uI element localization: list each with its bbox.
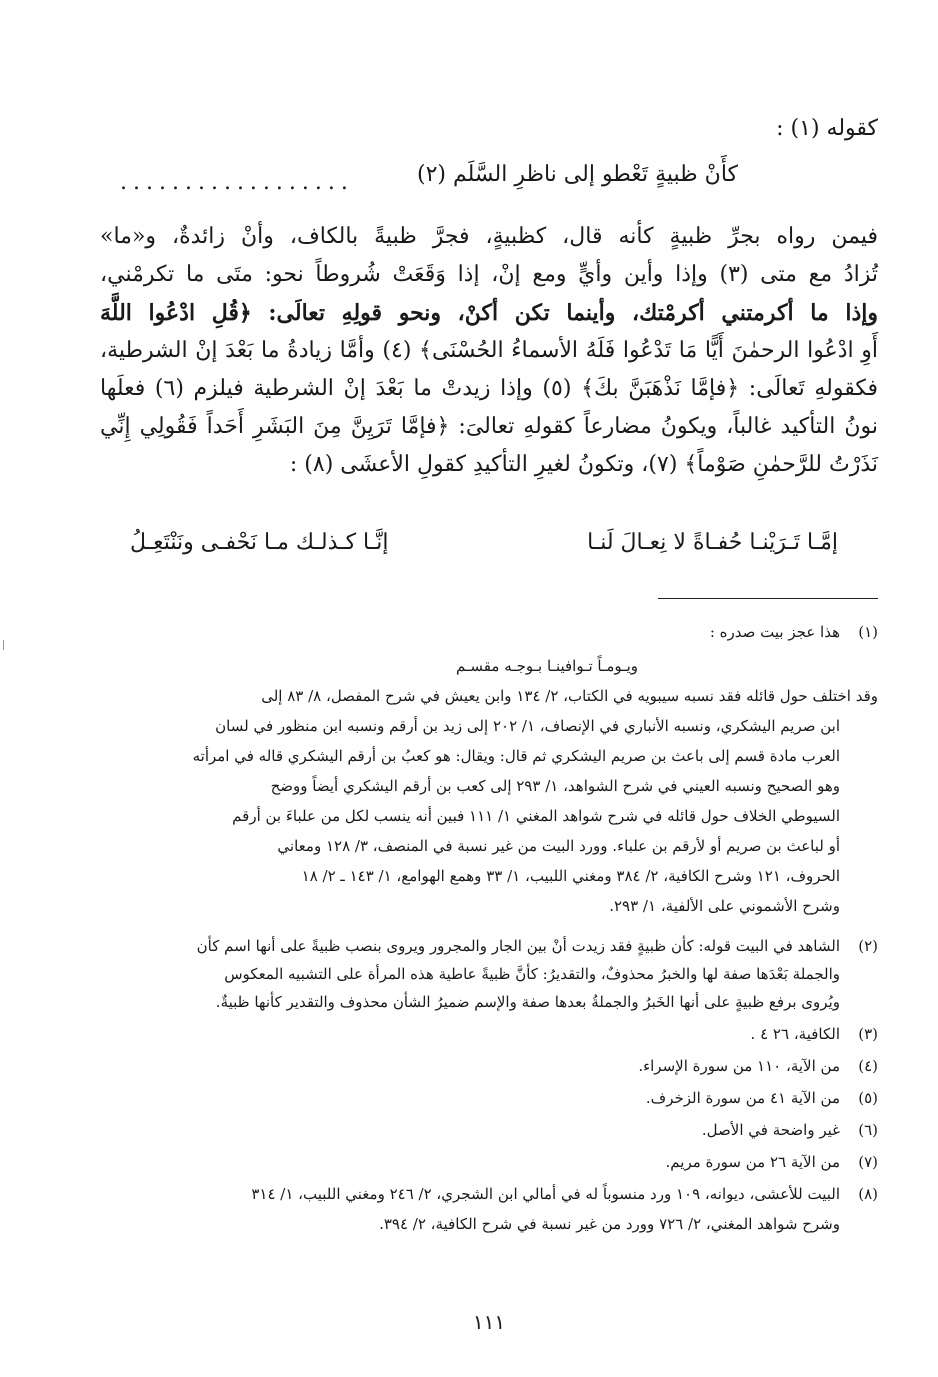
footnote-1-line: وقد اختلف حول قائله فقد نسبه سيبويه في الكتاب، ٢/ ١٣٤ وابن يعيش في شرح المفصل، ٨/ ٨٣ إلى xyxy=(261,687,878,705)
footnote-1-line: الحروف، ١٢١ وشرح الكافية، ٢/ ٣٨٤ ومغني اللبيب، ١/ ٣٣ وهمع الهوامع، ١/ ١٤٣ ـ ٢/ ١٨ xyxy=(301,867,840,885)
footnote-6 xyxy=(100,1118,878,1142)
footnote-3-text: الكافية، ٢٦ ٤ . xyxy=(750,1025,840,1043)
footnote-8-first xyxy=(100,1182,878,1206)
footnote-7-number: (٧) xyxy=(858,1153,878,1171)
footnote-3 xyxy=(100,1022,878,1046)
margin-tick xyxy=(3,640,4,650)
footnote-7 xyxy=(100,1150,878,1174)
footnote-5 xyxy=(100,1086,878,1110)
main-line-9: نَذَرْتُ للرَّحمٰنِ صَوْماً﴾ (٧)، وتكونُ لغيرِ التأكيدِ كقولِ الأعشَى (٨) : xyxy=(289,452,878,477)
footnote-5-number: (٥) xyxy=(858,1089,878,1107)
footnote-separator xyxy=(658,598,878,599)
footnote-8-number: (٨) xyxy=(858,1185,878,1203)
footnote-6-number: (٦) xyxy=(858,1121,878,1139)
footnote-1-intro: هذا عجز بيت صدره : xyxy=(709,623,840,641)
main-line-5: وإذا ما أكرمتني أكرمْتك، وأينما تكن أكنْ، ونحو قولِهِ تعالَى: ﴿قُلِ ادْعُوا اللَّهَ xyxy=(100,300,878,326)
main-line-8: نونُ التأكيد غالباً، ويكونُ مضارعاً كقولهِ تعالىَ: ﴿فإمَّا تَرَيِنَّ مِنَ البَشَرِ أَحَداً فَقُولِي إِنِّي xyxy=(100,414,878,439)
verse-hemistich-2: إنَّـا كـذلـك مـا نَحْفـى ونَنْتَعِـلُ xyxy=(130,530,389,555)
footnote-4 xyxy=(100,1054,878,1078)
footnote-1-line: أو لباعث بن صريم أو لأرقم بن علباء. وورد البيت من غير نسبة في المنصف، ٣/ ١٢٨ ومعاني xyxy=(277,837,840,855)
footnote-1-verse: ويـومـاً تـوافينـا بـوجـه مقسـم xyxy=(456,657,638,675)
footnote-2-line: الشاهد في البيت قوله: كأن ظبيةٍ فقد زيدت أنْ بين الجار والمجرور ويروى بنصب ظبيةً على أنها اسم كأن xyxy=(196,937,840,955)
footnote-6-text: غير واضحة في الأصل. xyxy=(701,1121,840,1139)
main-line-7: فكقولهِ تَعالَى: ﴿فإمَّا نَذْهَبَنَّ بكَ﴾ (٥) وإذا زيدتْ ما بَعْدَ إنْ الشرطية فيلزم (٦) فعلَها xyxy=(100,376,878,401)
footnote-1-line: العرب مادة قسم إلى باعث بن صريم اليشكري ثم قال: ويقال: هو كعبُ بن أرقم اليشكري قاله في امرأته xyxy=(192,747,840,765)
footnote-1-line: ابن صريم اليشكري، ونسبه الأنباري في الإنصاف، ١/ ٢٠٢ إلى زيد بن أرقم ونسبه ابن منظور في لسان xyxy=(215,717,840,735)
footnote-1-first xyxy=(100,620,878,644)
main-line-3: فيمن رواه بجرِّ ظبيةٍ كأنه قال، كظبيةٍ، فجرَّ ظبيةً بالكاف، وأنْ زائدةٌ، و«ما» xyxy=(100,224,878,249)
footnote-2-line: ويُروى برفع ظبيةٍ على أنها الخَبرُ والجملةُ بعدها صفة والإسم ضميرُ الشأن محذوف والتقدير كأنها ظبيةٌ. xyxy=(215,993,840,1011)
footnote-4-text: من الآية، ١١٠ من سورة الإسراء. xyxy=(638,1057,840,1075)
footnote-5-text: من الآية ٤١ من سورة الزخرف. xyxy=(645,1089,840,1107)
main-line-1: كقوله (١) : xyxy=(776,116,878,141)
footnote-2-first xyxy=(100,934,878,958)
footnote-1-number: (١) xyxy=(858,623,878,641)
page-number: ١١١ xyxy=(472,1310,506,1334)
verse-ellipsis: .................. xyxy=(120,170,354,195)
footnote-7-text: من الآية ٢٦ من سورة مريم. xyxy=(665,1153,840,1171)
verse-fragment: كأَنْ ظبيةٍ تَعْطو إلى ناظرِ السَّلَم (٢) xyxy=(416,162,738,187)
footnote-8-line: البيت للأعشى، ديوانه، ١٠٩ ورد منسوباً له في أمالي ابن الشجري، ٢/ ٢٤٦ ومغني اللبيب، ١/ ٣١٤ xyxy=(251,1185,840,1203)
footnote-2-line: والجملة بَعْدَها صفة لها والخبرُ محذوفٌ، والتقديرُ: كأنَّ ظبيةً عاطية هذه المرأة على التشبيه المعكوس xyxy=(224,965,840,983)
footnote-2-number: (٢) xyxy=(858,937,878,955)
main-line-6: أَوِ ادْعُوا الرحمٰنَ أَيًّا مَا تَدْعُوا فَلَهُ الأسماءُ الحُسْنَى﴾ (٤) وأمَّا زيادةُ ما بَعْدَ إنْ الشرطية، xyxy=(100,338,878,363)
verse-hemistich-1: إمَّـا تَـرَيْنـا حُفـاةً لا نِعـالَ لَنـا xyxy=(587,530,838,555)
footnote-8-line: وشرح شواهد المغني، ٢/ ٧٢٦ وورد من غير نسبة في شرح الكافية، ٢/ ٣٩٤. xyxy=(379,1215,840,1233)
main-line-4: تُزادُ مع متى (٣) وإذا وأين وأيٍّ ومع إنْ، إذا وَقَعَتْ شُروطاً نحو: متَى ما تكرمْني، xyxy=(100,262,878,287)
book-page xyxy=(100,0,878,1377)
footnote-1-line: وشرح الأشموني على الألفية، ١/ ٢٩٣. xyxy=(609,897,840,915)
footnote-1-line: وهو الصحيح ونسبه العيني في شرح الشواهد، ١/ ٢٩٣ إلى كعب بن أرقم اليشكري أيضاً ووضح xyxy=(270,777,840,795)
footnote-4-number: (٤) xyxy=(858,1057,878,1075)
footnote-1-line: السيوطي الخلاف حول قائله في شرح شواهد المغني ١/ ١١١ فبين أنه ينسب لكل من علباءَ بن أرقم xyxy=(232,807,840,825)
footnote-3-number: (٣) xyxy=(858,1025,878,1043)
